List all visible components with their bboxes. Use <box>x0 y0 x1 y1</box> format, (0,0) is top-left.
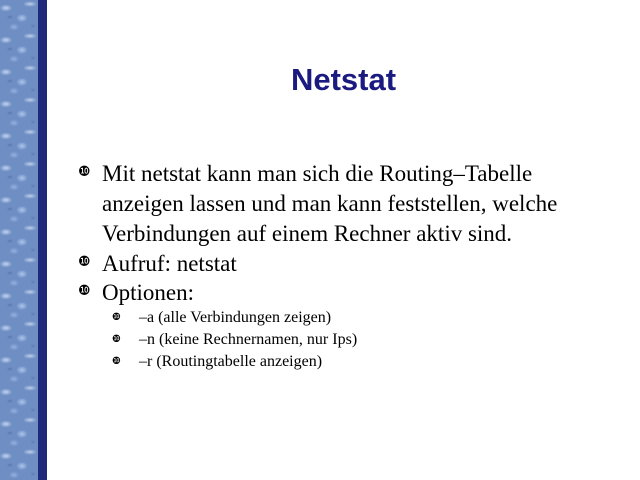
slide-title: Netstat <box>290 62 397 97</box>
sub-bullet-icon: ❿ <box>112 334 121 345</box>
sub-bullet-icon: ❿ <box>112 312 121 323</box>
bullet-icon: ❿ <box>78 283 91 299</box>
bullet-text-line: Aufruf: netstat <box>102 251 237 276</box>
bullet-text-line: Mit netstat kann man sich die Routing–Tabelle <box>102 161 533 186</box>
bullet-icon: ❿ <box>78 254 91 270</box>
bullet-text-line: Optionen: <box>102 280 194 305</box>
sub-bullet-icon: ❿ <box>112 356 121 367</box>
bullet-text-line: anzeigen lassen und man kann feststellen, welche <box>102 191 558 216</box>
sub-bullet-text: –r (Routingtabelle anzeigen) <box>139 353 323 370</box>
bullet-text-line: Verbindungen auf einem Rechner aktiv sind. <box>102 221 513 246</box>
bullet-icon: ❿ <box>78 164 91 180</box>
sub-bullet-text: –a (alle Verbindungen zeigen) <box>139 309 332 326</box>
sub-bullet-text: –n (keine Rechnernamen, nur Ips) <box>139 331 358 348</box>
